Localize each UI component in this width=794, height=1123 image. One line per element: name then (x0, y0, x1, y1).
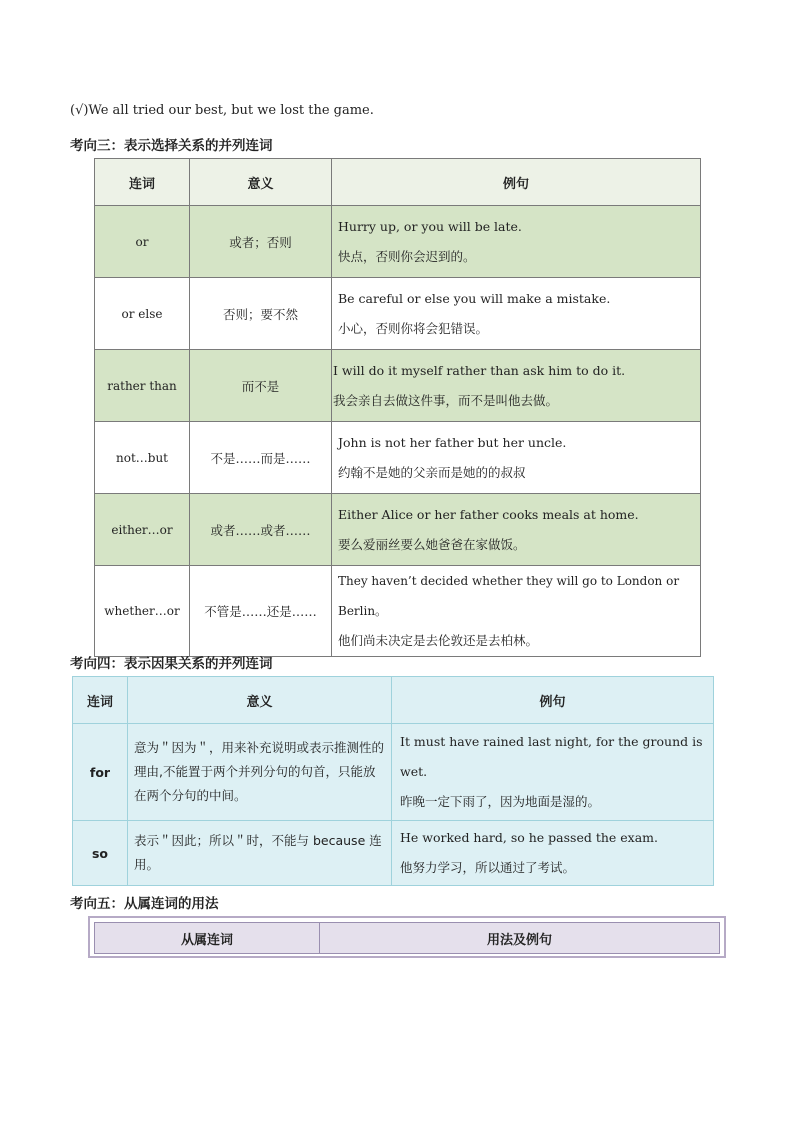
example-chinese: 快点，否则你会迟到的。 (338, 248, 476, 264)
meaning-cell: 意为＂因为＂，用来补充说明或表示推测性的理由,不能置于两个并列分句的句首，只能放在两个分句的中间。 (128, 724, 392, 821)
table-row (95, 422, 701, 494)
example-cell (332, 494, 701, 566)
subordinate-conjunctions-table (94, 922, 720, 954)
example-english: He worked hard, so he passed the exam. (400, 830, 659, 845)
meaning-cell: 或者；否则 (190, 206, 332, 278)
meaning-cell: 否则；要不然 (190, 278, 332, 350)
cause-conjunctions-table (72, 676, 714, 886)
conjunction-cell: or (95, 206, 190, 278)
table-row (73, 821, 714, 886)
table-row (95, 206, 701, 278)
header-meaning: 意义 (190, 159, 332, 206)
section5-heading: 考向五：从属连词的用法 (70, 896, 219, 912)
header-subordinate-conjunction: 从属连词 (95, 923, 320, 954)
intro-example-line: (√)We all tried our best, but we lost the game. (70, 103, 374, 118)
section3-heading: 考向三：表示选择关系的并列连词 (70, 138, 273, 154)
example-cell (332, 278, 701, 350)
header-usage-examples: 用法及例句 (320, 923, 720, 954)
conjunction-cell: rather than (95, 350, 190, 422)
example-english: It must have rained last night, for the ground is wet. (400, 734, 703, 779)
header-conjunction: 连词 (73, 677, 128, 724)
conjunction-cell: or else (95, 278, 190, 350)
example-english: They haven’t decided whether they will go to London or Berlin。 (338, 574, 680, 618)
example-cell (332, 206, 701, 278)
example-chinese: 昨晚一定下雨了，因为地面是湿的。 (400, 794, 601, 809)
example-chinese: 小心，否则你将会犯错误。 (338, 320, 489, 336)
meaning-cell: 不管是……还是…… (190, 566, 332, 657)
table-header-row (73, 677, 714, 724)
header-example: 例句 (332, 159, 701, 206)
example-english: Either Alice or her father cooks meals at home. (338, 506, 639, 522)
conjunction-cell: so (73, 821, 128, 886)
table-row (95, 494, 701, 566)
meaning-cell: 表示＂因此；所以＂时，不能与 because 连用。 (128, 821, 392, 886)
example-english: Be careful or else you will make a mistake. (338, 290, 611, 306)
example-english: John is not her father but her uncle. (338, 434, 567, 450)
subordinate-conjunctions-table-frame (88, 916, 726, 958)
example-cell (332, 350, 701, 422)
conjunction-cell: whether…or (95, 566, 190, 657)
example-cell (332, 422, 701, 494)
table-row (95, 350, 701, 422)
example-english: I will do it myself rather than ask him to do it. (333, 362, 626, 378)
header-example: 例句 (392, 677, 714, 724)
header-conjunction: 连词 (95, 159, 190, 206)
table-row (73, 724, 714, 821)
conjunction-cell: for (73, 724, 128, 821)
conjunction-cell: either…or (95, 494, 190, 566)
table-row (95, 566, 701, 657)
table-header-row (95, 159, 701, 206)
table-header-row (95, 923, 720, 954)
meaning-cell: 或者……或者…… (190, 494, 332, 566)
example-chinese: 他们尚未决定是去伦敦还是去柏林。 (338, 633, 539, 648)
choice-conjunctions-table (94, 158, 701, 657)
example-chinese: 约翰不是她的父亲而是她的的叔叔 (338, 464, 526, 480)
example-cell (392, 821, 714, 886)
meaning-cell: 不是……而是…… (190, 422, 332, 494)
header-meaning: 意义 (128, 677, 392, 724)
example-english: Hurry up, or you will be late. (338, 218, 522, 234)
example-chinese: 要么爱丽丝要么她爸爸在家做饭。 (338, 536, 526, 552)
section4-heading: 考向四：表示因果关系的并列连词 (70, 656, 273, 672)
meaning-cell: 而不是 (190, 350, 332, 422)
example-chinese: 他努力学习，所以通过了考试。 (400, 860, 576, 875)
example-chinese: 我会亲自去做这件事，而不是叫他去做。 (333, 392, 559, 408)
table-row (95, 278, 701, 350)
example-cell (332, 566, 701, 657)
example-cell (392, 724, 714, 821)
conjunction-cell: not…but (95, 422, 190, 494)
